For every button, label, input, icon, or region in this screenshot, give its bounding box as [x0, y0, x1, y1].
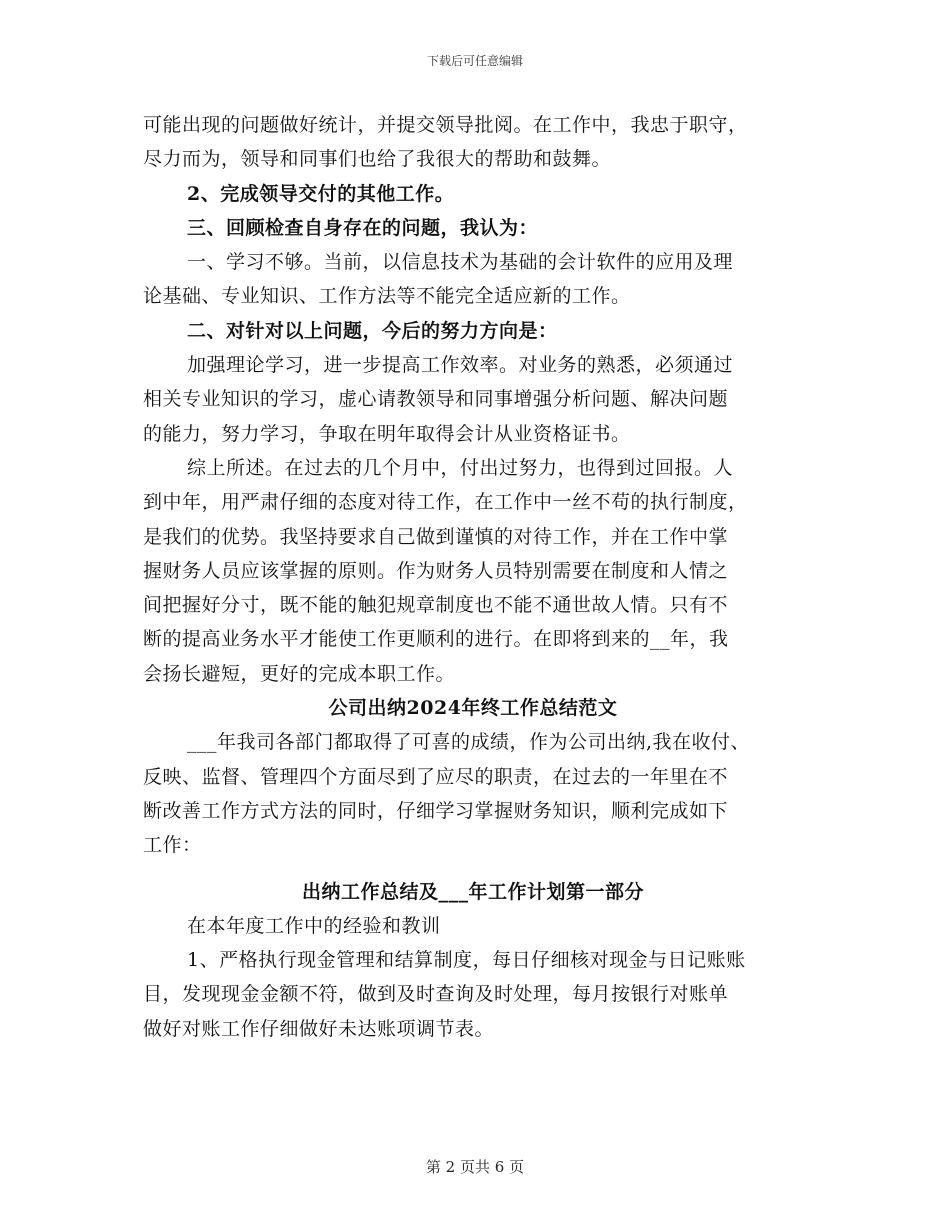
- text-line: 论基础、专业知识、工作方法等不能完全适应新的工作。: [143, 285, 631, 308]
- section-title: 出纳工作总结及___年工作计划第一部分: [301, 880, 644, 903]
- text-line: 2、完成领导交付的其他工作。: [187, 182, 455, 205]
- text-line: 握财务人员应该掌握的原则。作为财务人员特别需要在制度和人情之: [143, 559, 729, 582]
- text-line: 的能力，努力学习，争取在明年取得会计从业资格证书。: [143, 422, 631, 445]
- text-line: 反映、监督、管理四个方面尽到了应尽的职责，在过去的一年里在不: [143, 765, 729, 788]
- text-line: 一、学习不够。当前，以信息技术为基础的会计软件的应用及理: [187, 251, 734, 274]
- text-line: 目，发现现金金额不符，做到及时查询及时处理，每月按银行对账单: [143, 983, 729, 1006]
- text-line: 工作：: [143, 834, 202, 857]
- text-line: 尽力而为，领导和同事们也给了我很大的帮助和鼓舞。: [143, 148, 612, 171]
- text-line: 加强理论学习，进一步提高工作效率。对业务的熟悉，必须通过: [187, 354, 734, 377]
- text-line: 1、严格执行现金管理和结算制度，每日仔细核对现金与日记账账: [187, 949, 746, 972]
- text-line: 断改善工作方式方法的同时，仔细学习掌握财务知识，顺利完成如下: [143, 799, 729, 822]
- text-line: 会扬长避短，更好的完成本职工作。: [143, 662, 456, 685]
- text-line: 到中年，用严肃仔细的态度对待工作，在工作中一丝不苟的执行制度，: [143, 491, 748, 514]
- text-line: 三、回顾检查自身存在的问题，我认为：: [187, 216, 539, 239]
- text-line: 相关专业知识的学习，虚心请教领导和同事增强分析问题、解决问题: [143, 388, 729, 411]
- text-line: 在本年度工作中的经验和教训: [187, 914, 441, 937]
- text-line: 可能出现的问题做好统计，并提交领导批阅。在工作中，我忠于职守，: [143, 114, 748, 136]
- text-line: 是我们的优势。我坚持要求自己做到谨慎的对待工作，并在工作中掌: [143, 525, 729, 548]
- text-line: 断的提高业务水平才能使工作更顺利的进行。在即将到来的__年，我: [143, 628, 729, 651]
- page-footer: 第 2 页共 6 页: [425, 1158, 525, 1176]
- text-line: 做好对账工作仔细做好未达账项调节表。: [143, 1017, 495, 1040]
- text-line: 综上所述。在过去的几个月中，付出过努力，也得到过回报。人: [187, 456, 734, 479]
- text-line: 间把握好分寸，既不能的触犯规章制度也不能不通世故人情。只有不: [143, 594, 729, 617]
- page-header: 下载后可任意编辑: [426, 54, 523, 68]
- document-body: [143, 108, 803, 1046]
- text-line: ___年我司各部门都取得了可喜的成绩，作为公司出纳,我在收付、: [187, 731, 751, 754]
- section-title: 公司出纳2024年终工作总结范文: [328, 697, 618, 720]
- text-line: 二、对针对以上问题，今后的努力方向是：: [187, 319, 558, 342]
